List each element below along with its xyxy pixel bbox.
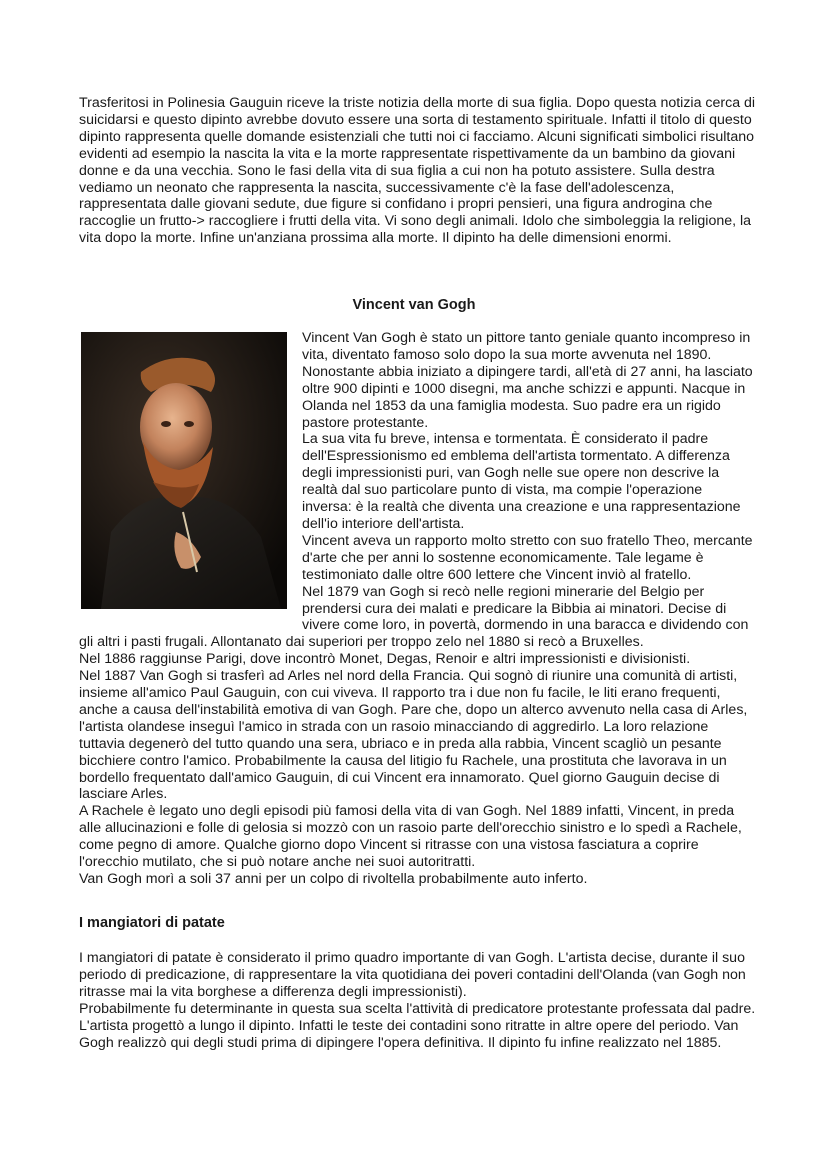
section-title-potato-eaters: I mangiatori di patate bbox=[79, 915, 225, 931]
van-gogh-paragraph: A Rachele è legato uno degli episodi più famosi della vita di van Gogh. Nel 1889 infatti, Vincent, in preda alle allucinazioni e folle di gelosia si mozzò con un rasoio parte dell'orecchio sinistro e lo spedì a Rachele, come pegno di amore. Qualche giorno dopo Vincent si ritrasse con una vistosa fasciatura a coprire l'orecchio mutilato, che si può notare anche nei suoi autoritratti. bbox=[79, 803, 742, 871]
potato-eaters-paragraph: L'artista progettò a lungo il dipinto. Infatti le teste dei contadini sono ritratte in altre opere del periodo. Van Gogh realizzò qui degli studi prima di dipingere l'opera definitiva. Il dipinto fu infine realizzato nel 1885. bbox=[79, 1017, 739, 1051]
van-gogh-paragraph: Nel 1887 Van Gogh si trasferì ad Arles nel nord della Francia. Qui sognò di riunire una comunità di artisti, insieme all'amico Paul Gauguin, con cui viveva. Il rapporto tra i due non fu facile, le liti erano frequenti, anche a causa dell'instabilità emotiva di van Gogh. Pare che, dopo un alterco avvenuto nella casa di Arles, l'artista olandese inseguì l'amico in strada con un rasoio minacciando di aggredirlo. La loro relazione tuttavia degenerò del tutto quando una sera, ubriaco e in preda alla rabbia, Vincent scagliò un pesante bicchiere contro l'amico. Probabilmente la causa del litigio fu Rachele, una prostituta che lavorava in un bordello frequentato dall'amico Gauguin, di cui Vincent era innamorato. Quel giorno Gauguin decise di lasciare Arles. bbox=[79, 668, 748, 803]
van-gogh-paragraph: La sua vita fu breve, intensa e tormentata. È considerato il padre dell'Espressionismo ed emblema dell'artista tormentato. A differenza degli impressionisti puri, van Gogh nelle sue opere non descrive la realtà dal suo particolare punto di vista, ma compie l'operazione inversa: è la realtà che diventa una creazione e una rappresentazione dell'io interiore dell'artista. bbox=[302, 431, 741, 532]
van-gogh-text bbox=[79, 330, 755, 888]
potato-eaters-text bbox=[79, 950, 759, 1051]
section-title-van-gogh: Vincent van Gogh bbox=[352, 297, 476, 313]
van-gogh-paragraph: Nel 1886 raggiunse Parigi, dove incontrò Monet, Degas, Renoir e altri impressionisti e divisionisti. bbox=[79, 651, 691, 668]
image-float-spacer bbox=[79, 330, 302, 619]
van-gogh-paragraph: Nel 1879 van Gogh si recò nelle regioni minerarie del Belgio per prendersi cura dei malati e predicare la Bibbia ai minatori. Decise di vivere come loro, in povertà, dormendo in una baracca e dividendo con gli altri i pasti frugali. Allontanato dai superiori per troppo zelo nel 1880 si recò a Bruxelles. bbox=[79, 583, 749, 651]
van-gogh-paragraph: Van Gogh morì a soli 37 anni per un colpo di rivoltella probabilmente auto inferto. bbox=[79, 871, 588, 887]
van-gogh-paragraph: Vincent Van Gogh è stato un pittore tanto geniale quanto incompreso in vita, diventato famoso solo dopo la sua morte avvenuta nel 1890. Nonostante abbia iniziato a dipingere tardi, all'età di 27 anni, ha lasciato oltre 900 dipinti e 1000 disegni, ma anche schizzi e appunti. Nacque in Olanda nel 1853 da una famiglia modesta. Suo padre era un rigido pastore protestante. bbox=[302, 330, 753, 431]
potato-eaters-paragraph: Probabilmente fu determinante in questa sua scelta l'attività di predicatore protestante professata dal padre. bbox=[79, 1000, 756, 1017]
van-gogh-paragraph: Vincent aveva un rapporto molto stretto con suo fratello Theo, mercante d'arte che per anni lo sostenne economicamente. Tale legame è testimoniato dalle oltre 600 lettere che Vincent inviò al fratello. bbox=[302, 532, 753, 583]
potato-eaters-paragraph: I mangiatori di patate è considerato il primo quadro importante di van Gogh. L'artista decise, durante il suo periodo di predicazione, di rappresentare la vita quotidiana dei poveri contadini dell'Olanda (van Gogh non ritrasse mai la vita borghese a differenza degli impressionisti). bbox=[79, 950, 746, 1000]
gauguin-paragraph: Trasferitosi in Polinesia Gauguin riceve la triste notizia della morte di sua figlia. Dopo questa notizia cerca di suicidarsi e questo dipinto avrebbe dovuto essere una sorta di testamento spirituale. Infatti il titolo di questo dipinto rappresenta quelle domande esistenziali che tutti noi ci facciamo. Alcuni significati simbolici risultano evidenti ad esempio la nascita la vita e la morte rappresentate rispettivamente da un bambino da giovani donne e da una vecchia. Sono le fasi della vita di sua figlia a cui non ha potuto assistere. Sulla destra vediamo un neonato che rappresenta la nascita, successivamente c'è la fase dell'adolescenza, rappresentata dalle giovani sedute, due figure si confidano i propri pensieri, una figura androgina che raccoglie un frutto-> raccogliere i frutti della vita. Vi sono degli animali. Idolo che simboleggia la religione, la vita dopo la morte. Infine un'anziana prossima alla morte. Il dipinto ha delle dimensioni enormi. bbox=[79, 95, 756, 247]
